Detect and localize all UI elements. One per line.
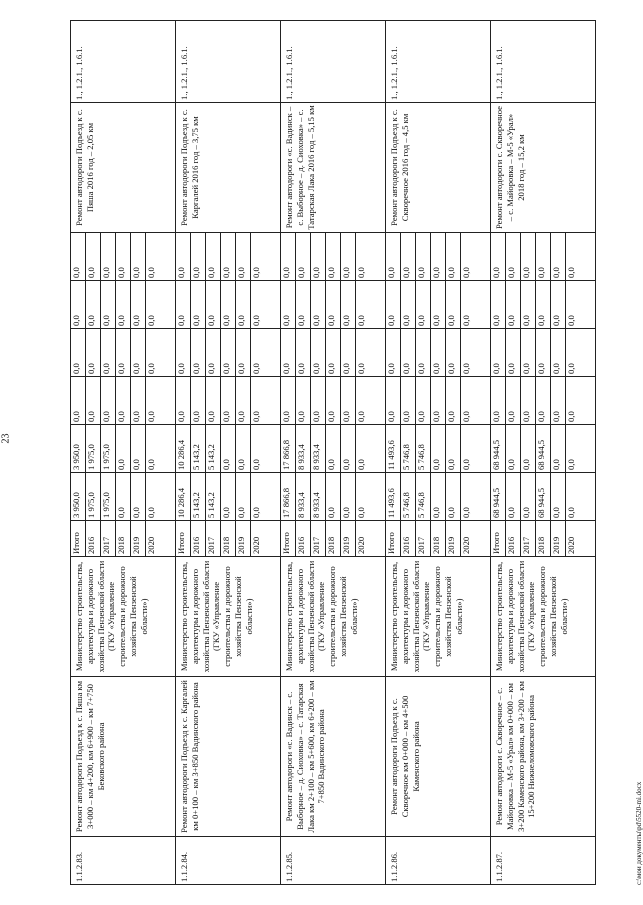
table-row bbox=[70, 20, 176, 885]
value-local: 0,0 bbox=[566, 363, 576, 374]
value-regional-column bbox=[281, 425, 386, 473]
value-extra: 0,0 bbox=[491, 233, 506, 280]
value-regional: 11 493,6 bbox=[386, 425, 401, 472]
value-extra: 0,0 bbox=[131, 233, 146, 280]
value-total: 0,0 bbox=[566, 507, 576, 518]
value-other: 0,0 bbox=[506, 281, 521, 328]
value-local: 0,0 bbox=[101, 329, 116, 376]
value-total: 0,0 bbox=[431, 473, 446, 520]
value-local: 0,0 bbox=[521, 329, 536, 376]
value-local-column bbox=[386, 329, 491, 377]
value-total: 0,0 bbox=[341, 473, 356, 520]
row-number: 1.1.2.86. bbox=[386, 837, 491, 885]
value-total: 68 944,5 bbox=[536, 473, 551, 520]
year-cell: 2019 bbox=[341, 521, 356, 556]
value-regional: 0,0 bbox=[506, 425, 521, 472]
value-total: 17 866,8 bbox=[281, 473, 296, 520]
value-extra: 0,0 bbox=[386, 233, 401, 280]
value-other: 0,0 bbox=[491, 281, 506, 328]
value-federal: 0,0 bbox=[296, 377, 311, 424]
value-other: 0,0 bbox=[86, 281, 101, 328]
table-row bbox=[385, 20, 491, 885]
executor: Министерство строительства, архитектуры и дорожного хозяйства Пензенской области (ГКУ «Управление строительства и дорожного хозяйства Пензенской области») bbox=[386, 557, 491, 677]
year-cell-column bbox=[386, 521, 491, 557]
value-federal: 0,0 bbox=[401, 377, 416, 424]
value-local: 0,0 bbox=[551, 329, 566, 376]
measure-name: Ремонт автодороги с. Скворечное – с. Майоровка – М-5 «Урал» км 0+000 – км 3+200 Каменского района, км 3+200 – км 15+200 Нижнеломовского района bbox=[491, 677, 596, 837]
measure-name: Ремонт автодороги Подъезд к с. Пяша км 3+000 – км 4+200, км 6+900 – км 7+750 Бековского района bbox=[71, 677, 176, 837]
value-total-column bbox=[71, 473, 176, 521]
value-federal: 0,0 bbox=[176, 377, 191, 424]
value-federal: 0,0 bbox=[341, 377, 356, 424]
value-other: 0,0 bbox=[101, 281, 116, 328]
value-total: 0,0 bbox=[221, 473, 236, 520]
value-total: 11 493,6 bbox=[386, 473, 401, 520]
value-federal: 0,0 bbox=[326, 377, 341, 424]
value-extra: 0,0 bbox=[146, 267, 156, 278]
value-regional: 3 950,0 bbox=[71, 425, 86, 472]
value-regional: 17 866,8 bbox=[281, 425, 296, 472]
value-total: 8 933,4 bbox=[296, 473, 311, 520]
value-total-column bbox=[491, 473, 596, 521]
value-extra: 0,0 bbox=[521, 233, 536, 280]
value-federal: 0,0 bbox=[521, 377, 536, 424]
value-federal: 0,0 bbox=[281, 377, 296, 424]
expected-result: Ремонт автодороги Подъезд к с. Пяша 2016 год – 2,05 км bbox=[71, 103, 176, 233]
value-federal-column bbox=[491, 377, 596, 425]
value-other: 0,0 bbox=[446, 281, 461, 328]
target-indicators: 1., 1.2.1., 1.6.1. bbox=[281, 20, 386, 103]
value-local-column bbox=[491, 329, 596, 377]
expected-result: Ремонт автодороги с. Скворечное – с. Майоровка – М-5 «Урал» 2018 год – 15,2 км bbox=[491, 103, 596, 233]
target-indicators: 1., 1.2.1., 1.6.1. bbox=[176, 20, 281, 103]
value-federal: 0,0 bbox=[311, 377, 326, 424]
value-federal: 0,0 bbox=[116, 377, 131, 424]
value-federal: 0,0 bbox=[101, 377, 116, 424]
value-other-column bbox=[281, 281, 386, 329]
year-cell: 2016 bbox=[191, 521, 206, 556]
value-extra: 0,0 bbox=[341, 233, 356, 280]
value-extra: 0,0 bbox=[326, 233, 341, 280]
row-number: 1.1.2.85. bbox=[281, 837, 386, 885]
year-cell: 2016 bbox=[296, 521, 311, 556]
value-federal: 0,0 bbox=[461, 411, 471, 422]
value-other: 0,0 bbox=[341, 281, 356, 328]
value-extra: 0,0 bbox=[431, 233, 446, 280]
value-total: 0,0 bbox=[131, 473, 146, 520]
value-local-column bbox=[176, 329, 281, 377]
value-regional: 0,0 bbox=[356, 459, 366, 470]
value-regional: 68 944,5 bbox=[491, 425, 506, 472]
value-regional: 1 975,0 bbox=[86, 425, 101, 472]
year-cell: Итого bbox=[71, 521, 86, 556]
year-cell-column bbox=[491, 521, 596, 557]
table-bottom-border bbox=[595, 20, 596, 885]
year-cell: Итого bbox=[176, 521, 191, 556]
value-total: 5 143,2 bbox=[206, 473, 221, 520]
value-regional: 5 746,8 bbox=[401, 425, 416, 472]
value-federal: 0,0 bbox=[446, 377, 461, 424]
value-extra: 0,0 bbox=[416, 233, 431, 280]
value-regional: 0,0 bbox=[221, 425, 236, 472]
year-cell-column bbox=[176, 521, 281, 557]
value-extra-column bbox=[281, 233, 386, 281]
value-federal: 0,0 bbox=[191, 377, 206, 424]
year-cell: 2018 bbox=[431, 521, 446, 556]
value-federal-column bbox=[281, 377, 386, 425]
value-extra: 0,0 bbox=[461, 267, 471, 278]
row-number: 1.1.2.83. bbox=[71, 837, 176, 885]
value-other: 0,0 bbox=[206, 281, 221, 328]
value-regional: 0,0 bbox=[551, 425, 566, 472]
year-cell: 2020 bbox=[356, 536, 366, 554]
value-local: 0,0 bbox=[296, 329, 311, 376]
value-extra: 0,0 bbox=[506, 233, 521, 280]
value-regional-column bbox=[176, 425, 281, 473]
year-cell: 2016 bbox=[401, 521, 416, 556]
value-other: 0,0 bbox=[221, 281, 236, 328]
value-other-column bbox=[71, 281, 176, 329]
value-federal: 0,0 bbox=[251, 411, 261, 422]
value-other: 0,0 bbox=[386, 281, 401, 328]
value-total: 5 746,8 bbox=[416, 473, 431, 520]
value-total: 5 746,8 bbox=[401, 473, 416, 520]
value-local: 0,0 bbox=[416, 329, 431, 376]
value-total: 0,0 bbox=[251, 507, 261, 518]
value-federal: 0,0 bbox=[491, 377, 506, 424]
value-federal: 0,0 bbox=[506, 377, 521, 424]
value-regional: 0,0 bbox=[461, 459, 471, 470]
value-extra: 0,0 bbox=[551, 233, 566, 280]
value-extra: 0,0 bbox=[536, 233, 551, 280]
value-other: 0,0 bbox=[431, 281, 446, 328]
value-regional: 0,0 bbox=[146, 459, 156, 470]
value-local: 0,0 bbox=[146, 363, 156, 374]
value-total: 10 286,4 bbox=[176, 473, 191, 520]
value-regional: 8 933,4 bbox=[311, 425, 326, 472]
value-other: 0,0 bbox=[281, 281, 296, 328]
value-local: 0,0 bbox=[431, 329, 446, 376]
value-local: 0,0 bbox=[221, 329, 236, 376]
value-federal: 0,0 bbox=[416, 377, 431, 424]
value-other: 0,0 bbox=[176, 281, 191, 328]
value-federal: 0,0 bbox=[86, 377, 101, 424]
value-extra-column bbox=[71, 233, 176, 281]
value-regional: 0,0 bbox=[521, 425, 536, 472]
value-total: 0,0 bbox=[236, 473, 251, 520]
value-extra: 0,0 bbox=[296, 233, 311, 280]
value-extra: 0,0 bbox=[221, 233, 236, 280]
value-other: 0,0 bbox=[536, 281, 551, 328]
value-federal: 0,0 bbox=[386, 377, 401, 424]
value-regional: 5 143,2 bbox=[191, 425, 206, 472]
year-cell: Итого bbox=[386, 521, 401, 556]
value-extra: 0,0 bbox=[176, 233, 191, 280]
value-regional: 68 944,5 bbox=[536, 425, 551, 472]
value-federal: 0,0 bbox=[221, 377, 236, 424]
value-regional: 0,0 bbox=[326, 425, 341, 472]
year-cell: Итого bbox=[491, 521, 506, 556]
value-regional: 0,0 bbox=[116, 425, 131, 472]
year-cell: 2017 bbox=[311, 521, 326, 556]
file-path-footer: c:\мои документы\pd\5520-mi.docx bbox=[635, 781, 643, 885]
value-local: 0,0 bbox=[191, 329, 206, 376]
value-total: 0,0 bbox=[326, 473, 341, 520]
value-extra: 0,0 bbox=[401, 233, 416, 280]
year-cell: 2019 bbox=[551, 521, 566, 556]
rotated-table bbox=[70, 20, 643, 885]
table-row bbox=[280, 20, 386, 885]
year-cell: 2017 bbox=[101, 521, 116, 556]
value-local: 0,0 bbox=[311, 329, 326, 376]
value-other-column bbox=[176, 281, 281, 329]
year-cell: 2020 bbox=[461, 536, 471, 554]
value-regional: 0,0 bbox=[131, 425, 146, 472]
value-other-column bbox=[491, 281, 596, 329]
value-total: 5 143,2 bbox=[191, 473, 206, 520]
year-cell: 2016 bbox=[86, 521, 101, 556]
program-table bbox=[70, 20, 615, 885]
value-total: 0,0 bbox=[116, 473, 131, 520]
measure-name: Ремонт автодороги «с. Вадинск – с. Выборное – д. Сиоховка» – с. Татарская Лака км 2+100 – км 5+600, км 6+200 – км 7+850 Вадинского района bbox=[281, 677, 386, 837]
value-federal: 0,0 bbox=[71, 377, 86, 424]
value-other: 0,0 bbox=[296, 281, 311, 328]
value-extra: 0,0 bbox=[71, 233, 86, 280]
value-total: 0,0 bbox=[551, 473, 566, 520]
target-indicators: 1., 1.2.1., 1.6.1. bbox=[491, 20, 596, 103]
value-extra: 0,0 bbox=[281, 233, 296, 280]
value-federal-column bbox=[176, 377, 281, 425]
executor: Министерство строительства, архитектуры и дорожного хозяйства Пензенской области (ГКУ «Управление строительства и дорожного хозяйства Пензенской области») bbox=[71, 557, 176, 677]
value-local: 0,0 bbox=[326, 329, 341, 376]
value-local-column bbox=[71, 329, 176, 377]
value-local: 0,0 bbox=[116, 329, 131, 376]
value-regional: 0,0 bbox=[251, 459, 261, 470]
target-indicators: 1., 1.2.1., 1.6.1. bbox=[386, 20, 491, 103]
year-cell-column bbox=[281, 521, 386, 557]
value-regional: 5 143,2 bbox=[206, 425, 221, 472]
value-other: 0,0 bbox=[521, 281, 536, 328]
value-federal: 0,0 bbox=[146, 411, 156, 422]
value-other: 0,0 bbox=[461, 315, 471, 326]
row-number: 1.1.2.84. bbox=[176, 837, 281, 885]
value-total: 0,0 bbox=[461, 507, 471, 518]
value-total: 0,0 bbox=[506, 473, 521, 520]
value-total: 8 933,4 bbox=[311, 473, 326, 520]
value-other: 0,0 bbox=[71, 281, 86, 328]
value-total: 3 950,0 bbox=[71, 473, 86, 520]
year-cell: 2019 bbox=[131, 521, 146, 556]
value-federal: 0,0 bbox=[236, 377, 251, 424]
value-local: 0,0 bbox=[491, 329, 506, 376]
value-extra: 0,0 bbox=[86, 233, 101, 280]
value-total: 0,0 bbox=[521, 473, 536, 520]
value-regional-column bbox=[491, 425, 596, 473]
value-local-column bbox=[281, 329, 386, 377]
year-cell-column bbox=[71, 521, 176, 557]
value-other: 0,0 bbox=[566, 315, 576, 326]
value-regional: 10 286,4 bbox=[176, 425, 191, 472]
value-other: 0,0 bbox=[251, 315, 261, 326]
year-cell: Итого bbox=[281, 521, 296, 556]
page-number: 23 bbox=[0, 433, 12, 444]
value-extra: 0,0 bbox=[236, 233, 251, 280]
value-local: 0,0 bbox=[281, 329, 296, 376]
value-local: 0,0 bbox=[401, 329, 416, 376]
value-extra: 0,0 bbox=[356, 267, 366, 278]
value-other: 0,0 bbox=[236, 281, 251, 328]
value-total-column bbox=[386, 473, 491, 521]
value-other: 0,0 bbox=[311, 281, 326, 328]
value-extra: 0,0 bbox=[206, 233, 221, 280]
executor: Министерство строительства, архитектуры и дорожного хозяйства Пензенской области (ГКУ «Управление строительства и дорожного хозяйства Пензенской области») bbox=[281, 557, 386, 677]
value-federal-column bbox=[71, 377, 176, 425]
year-cell: 2018 bbox=[326, 521, 341, 556]
value-regional: 0,0 bbox=[566, 459, 576, 470]
value-other: 0,0 bbox=[401, 281, 416, 328]
table-row bbox=[175, 20, 281, 885]
value-regional-column bbox=[386, 425, 491, 473]
value-local: 0,0 bbox=[71, 329, 86, 376]
value-local: 0,0 bbox=[461, 363, 471, 374]
year-cell: 2017 bbox=[206, 521, 221, 556]
value-local: 0,0 bbox=[206, 329, 221, 376]
expected-result: Ремонт автодороги Подъезд к с. Скворечное 2016 год – 4,5 км bbox=[386, 103, 491, 233]
value-other: 0,0 bbox=[416, 281, 431, 328]
value-extra: 0,0 bbox=[566, 267, 576, 278]
value-total: 0,0 bbox=[446, 473, 461, 520]
value-other-column bbox=[386, 281, 491, 329]
value-federal: 0,0 bbox=[566, 411, 576, 422]
year-cell: 2018 bbox=[116, 521, 131, 556]
value-local: 0,0 bbox=[356, 363, 366, 374]
year-cell: 2020 bbox=[566, 536, 576, 554]
value-total-column bbox=[176, 473, 281, 521]
value-extra: 0,0 bbox=[446, 233, 461, 280]
value-other: 0,0 bbox=[356, 315, 366, 326]
value-federal-column bbox=[386, 377, 491, 425]
expected-result: Ремонт автодороги Подъезд к с. Каргалей 2016 год – 3,75 км bbox=[176, 103, 281, 233]
value-total: 68 944,5 bbox=[491, 473, 506, 520]
value-other: 0,0 bbox=[191, 281, 206, 328]
year-cell: 2020 bbox=[146, 536, 156, 554]
value-extra-column bbox=[386, 233, 491, 281]
value-federal: 0,0 bbox=[536, 377, 551, 424]
value-local: 0,0 bbox=[236, 329, 251, 376]
value-regional: 1 975,0 bbox=[101, 425, 116, 472]
value-regional-column bbox=[71, 425, 176, 473]
value-federal: 0,0 bbox=[551, 377, 566, 424]
year-cell: 2018 bbox=[221, 521, 236, 556]
value-federal: 0,0 bbox=[356, 411, 366, 422]
value-local: 0,0 bbox=[251, 363, 261, 374]
measure-name: Ремонт автодороги Подъезд к с. Скворечное км 0+000 – км 4+500 Каменского района bbox=[386, 677, 491, 837]
value-local: 0,0 bbox=[536, 329, 551, 376]
value-regional: 8 933,4 bbox=[296, 425, 311, 472]
year-cell: 2018 bbox=[536, 521, 551, 556]
year-cell: 2017 bbox=[416, 521, 431, 556]
value-extra-column bbox=[176, 233, 281, 281]
expected-result: Ремонт автодороги «с. Вадинск – с. Выборное – д. Сиоховка» – с. Татарская Лака 2016 год – 5,15 км bbox=[281, 103, 386, 233]
value-regional: 0,0 bbox=[446, 425, 461, 472]
value-local: 0,0 bbox=[506, 329, 521, 376]
value-regional: 0,0 bbox=[236, 425, 251, 472]
value-local: 0,0 bbox=[386, 329, 401, 376]
value-extra: 0,0 bbox=[311, 233, 326, 280]
value-extra: 0,0 bbox=[191, 233, 206, 280]
value-regional: 0,0 bbox=[341, 425, 356, 472]
value-extra: 0,0 bbox=[116, 233, 131, 280]
year-cell: 2017 bbox=[521, 521, 536, 556]
year-cell: 2020 bbox=[251, 536, 261, 554]
value-total: 0,0 bbox=[356, 507, 366, 518]
executor: Министерство строительства, архитектуры и дорожного хозяйства Пензенской области (ГКУ «Управление строительства и дорожного хозяйства Пензенской области») bbox=[491, 557, 596, 677]
value-total-column bbox=[281, 473, 386, 521]
value-other: 0,0 bbox=[146, 315, 156, 326]
value-other: 0,0 bbox=[326, 281, 341, 328]
table-row bbox=[490, 20, 596, 885]
row-number: 1.1.2.87. bbox=[491, 837, 596, 885]
value-federal: 0,0 bbox=[131, 377, 146, 424]
measure-name: Ремонт автодороги Подъезд к с. Каргалей км 0+100 – км 3+850 Вадинского района bbox=[176, 677, 281, 837]
year-cell: 2019 bbox=[446, 521, 461, 556]
value-local: 0,0 bbox=[86, 329, 101, 376]
value-local: 0,0 bbox=[176, 329, 191, 376]
value-extra: 0,0 bbox=[251, 267, 261, 278]
value-total: 0,0 bbox=[146, 507, 156, 518]
target-indicators: 1., 1.2.1., 1.6.1. bbox=[71, 20, 176, 103]
year-cell: 2019 bbox=[236, 521, 251, 556]
value-other: 0,0 bbox=[116, 281, 131, 328]
value-total: 1 975,0 bbox=[86, 473, 101, 520]
value-federal: 0,0 bbox=[431, 377, 446, 424]
value-federal: 0,0 bbox=[206, 377, 221, 424]
value-regional: 5 746,8 bbox=[416, 425, 431, 472]
value-local: 0,0 bbox=[341, 329, 356, 376]
value-extra-column bbox=[491, 233, 596, 281]
value-other: 0,0 bbox=[551, 281, 566, 328]
executor: Министерство строительства, архитектуры и дорожного хозяйства Пензенской области (ГКУ «Управление строительства и дорожного хозяйства Пензенской области») bbox=[176, 557, 281, 677]
value-total: 1 975,0 bbox=[101, 473, 116, 520]
value-local: 0,0 bbox=[131, 329, 146, 376]
value-other: 0,0 bbox=[131, 281, 146, 328]
value-regional: 0,0 bbox=[431, 425, 446, 472]
value-local: 0,0 bbox=[446, 329, 461, 376]
value-extra: 0,0 bbox=[101, 233, 116, 280]
year-cell: 2016 bbox=[506, 521, 521, 556]
